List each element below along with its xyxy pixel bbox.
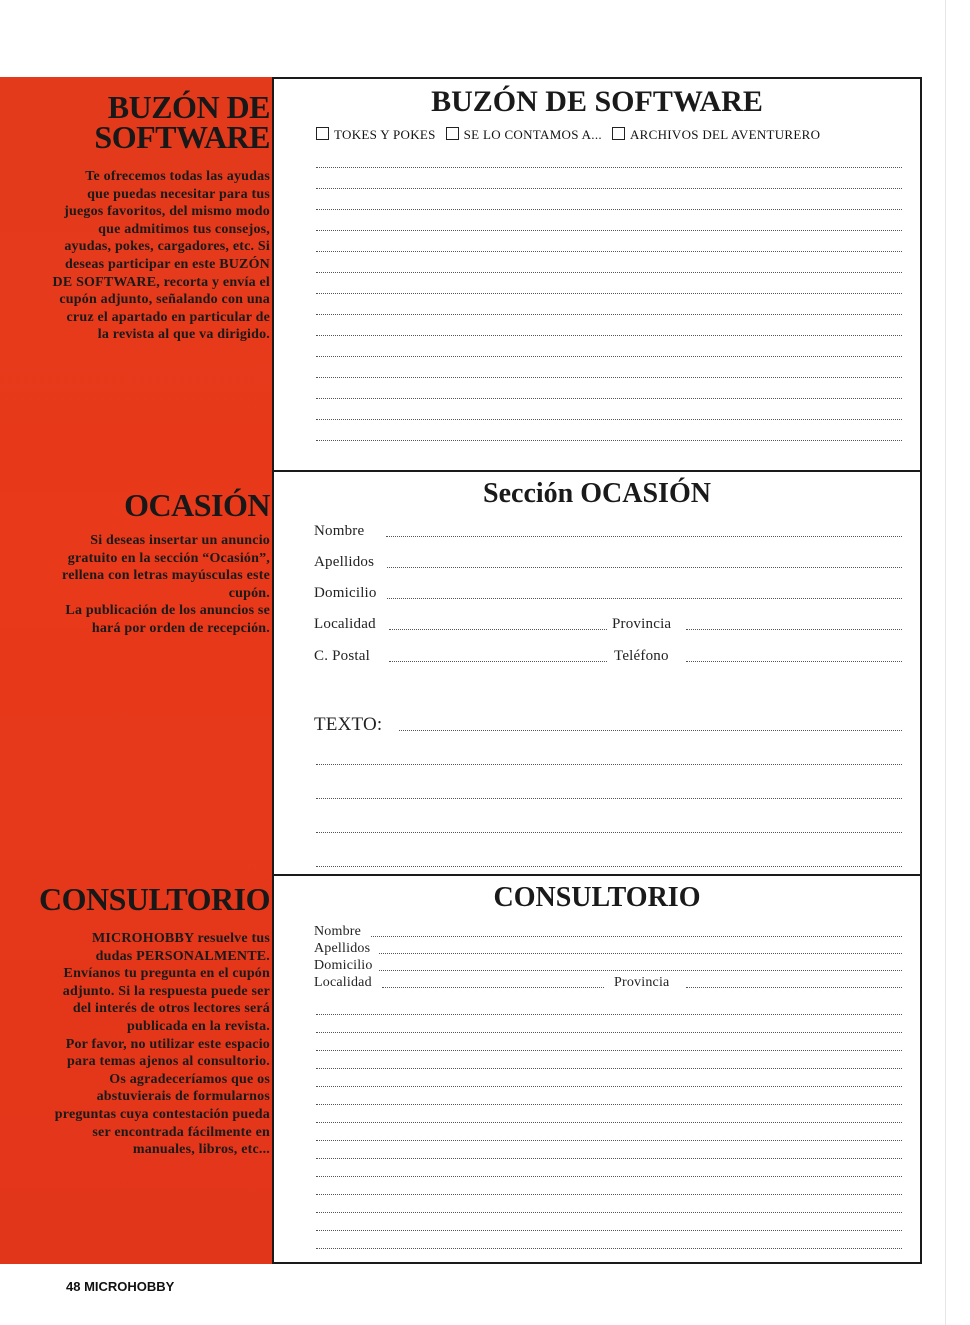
write-line[interactable] [316,335,902,336]
buzon-side-line: deseas participar en este BUZÓN [64,256,270,272]
consultorio-side-line: preguntas cuya contestación pueda [54,1106,270,1122]
buzon-side-line: cupón adjunto, señalando con una [59,292,270,308]
consultorio-nombre-label: Nombre [314,924,362,939]
buzon-coupon [272,77,922,472]
consultorio-domicilio-field[interactable] [379,970,902,971]
consultorio-side-line: abstuvierais de formularnos [96,1089,270,1105]
ocasion-coupon [272,470,922,876]
consultorio-provincia-label: Provincia [614,975,670,990]
consulta-line[interactable] [316,1158,902,1159]
ocasion-side-line: La publicación de los anuncios se [65,603,270,619]
buzon-side-line: que admitimos tus consejos, [98,221,270,237]
consulta-line[interactable] [316,1176,902,1177]
texto-line[interactable] [316,832,902,833]
texto-line[interactable] [316,866,902,867]
buzon-side-title-2: SOFTWARE [94,119,270,155]
consultorio-side-block [38,881,270,917]
consultorio-localidad-field[interactable] [382,987,604,988]
consultorio-side-line: publicada en la revista. [126,1018,270,1034]
consultorio-side-line: Os agradeceríamos que os [109,1071,270,1087]
cpostal-field[interactable] [389,661,607,662]
consulta-line[interactable] [316,1104,902,1105]
consultorio-coupon [272,874,922,1264]
ocasion-side-line: gratuito en la sección “Ocasión”, [67,550,270,566]
write-line[interactable] [316,230,902,231]
consultorio-form-title: CONSULTORIO [493,882,701,913]
page-edge-rule [945,0,946,1325]
ocasion-side-line: cupón. [228,585,270,601]
texto-line[interactable] [316,764,902,765]
write-line[interactable] [316,419,902,420]
option-contamos-label: SE LO CONTAMOS A... [463,127,602,142]
consulta-line[interactable] [316,1230,902,1231]
write-line[interactable] [316,209,902,210]
buzon-side-line: DE SOFTWARE, recorta y envía el [52,274,270,290]
buzon-side-block [94,89,270,155]
ocasion-side-text [62,532,270,638]
domicilio-field[interactable] [387,598,902,599]
buzon-options [316,126,826,144]
option-archivos-label: ARCHIVOS DEL AVENTURERO [629,127,821,142]
write-line[interactable] [316,167,902,168]
texto-line[interactable] [399,730,902,731]
consultorio-side-line: para temas ajenos al consultorio. [67,1054,270,1070]
ocasion-form-title: Sección OCASIÓN [483,478,711,509]
consultorio-side-line: dudas PERSONALMENTE. [95,948,270,964]
consultorio-localidad-label: Localidad [314,975,372,990]
consultorio-apellidos-field[interactable] [379,953,902,954]
ocasion-side-title: OCASIÓN [124,487,270,523]
option-tokes-label: TOKES Y POKES [334,127,436,142]
buzon-form-title: BUZÓN DE SOFTWARE [431,85,763,118]
buzon-side-line: Te ofrecemos todas las ayudas [85,169,270,184]
apellidos-label: Apellidos [314,554,375,570]
consulta-line[interactable] [316,1068,902,1069]
ocasion-side-block [124,487,270,523]
consultorio-side-text [55,930,270,1159]
texto-label: TEXTO: [314,714,383,735]
write-line[interactable] [316,440,902,441]
consulta-line[interactable] [316,1122,902,1123]
consultorio-nombre-field[interactable] [371,936,902,937]
buzon-side-line: ayudas, pokes, cargadores, etc. Si [64,239,270,255]
consultorio-side-line: del interés de otros lectores será [72,1001,270,1017]
consulta-line[interactable] [316,1248,902,1249]
buzon-side-line: la revista al que va dirigido. [97,327,270,343]
telefono-field[interactable] [686,661,902,662]
write-line[interactable] [316,188,902,189]
buzon-side-line: cruz el apartado en particular de [66,309,270,325]
ocasion-side-line: rellena con letras mayúsculas este [62,568,270,584]
localidad-field[interactable] [389,629,607,630]
buzon-side-text [53,168,270,344]
ocasion-side-line: hará por orden de recepción. [91,620,270,636]
consultorio-side-line: MICROHOBBY resuelve tus [91,931,270,946]
consultorio-side-line: manuales, libros, etc... [132,1142,270,1158]
write-line[interactable] [316,398,902,399]
provincia-field[interactable] [686,629,902,630]
buzon-side-line: que puedas necesitar para tus [87,186,270,202]
consulta-line[interactable] [316,1140,902,1141]
consultorio-side-line: Envíanos tu pregunta en el cupón [63,966,270,982]
domicilio-label: Domicilio [314,585,377,601]
consultorio-apellidos-label: Apellidos [314,941,371,956]
telefono-label: Teléfono [614,648,669,664]
consulta-line[interactable] [316,1212,902,1213]
checkbox-tokes[interactable] [316,127,329,140]
consultorio-provincia-field[interactable] [686,987,902,988]
consultorio-side-line: Por favor, no utilizar este espacio [65,1036,270,1052]
nombre-field[interactable] [386,536,902,537]
write-line[interactable] [316,377,902,378]
localidad-label: Localidad [314,616,376,632]
buzon-side-title-1: BUZÓN DE [107,89,270,125]
buzon-side-line: juegos favoritos, del mismo modo [64,204,270,220]
cpostal-label: C. Postal [314,648,370,664]
provincia-label: Provincia [612,616,672,632]
nombre-label: Nombre [314,523,365,539]
write-line[interactable] [316,293,902,294]
apellidos-field[interactable] [387,567,902,568]
consulta-line[interactable] [316,1050,902,1051]
checkbox-archivos[interactable] [612,127,625,140]
consulta-line[interactable] [316,1086,902,1087]
write-line[interactable] [316,314,902,315]
consultorio-side-line: adjunto. Si la respuesta puede ser [62,983,270,999]
write-line[interactable] [316,272,902,273]
consultorio-domicilio-label: Domicilio [314,958,373,973]
page-footer: 48 MICROHOBBY [66,1279,175,1294]
ocasion-side-line: Si deseas insertar un anuncio [90,533,270,548]
checkbox-contamos[interactable] [446,127,459,140]
write-line[interactable] [316,356,902,357]
consultorio-side-line: ser encontrada fácilmente en [92,1124,270,1140]
texto-line[interactable] [316,798,902,799]
consultorio-side-title: CONSULTORIO [38,881,270,917]
write-line[interactable] [316,251,902,252]
consulta-line[interactable] [316,1194,902,1195]
consulta-line[interactable] [316,1014,902,1015]
consulta-line[interactable] [316,1032,902,1033]
